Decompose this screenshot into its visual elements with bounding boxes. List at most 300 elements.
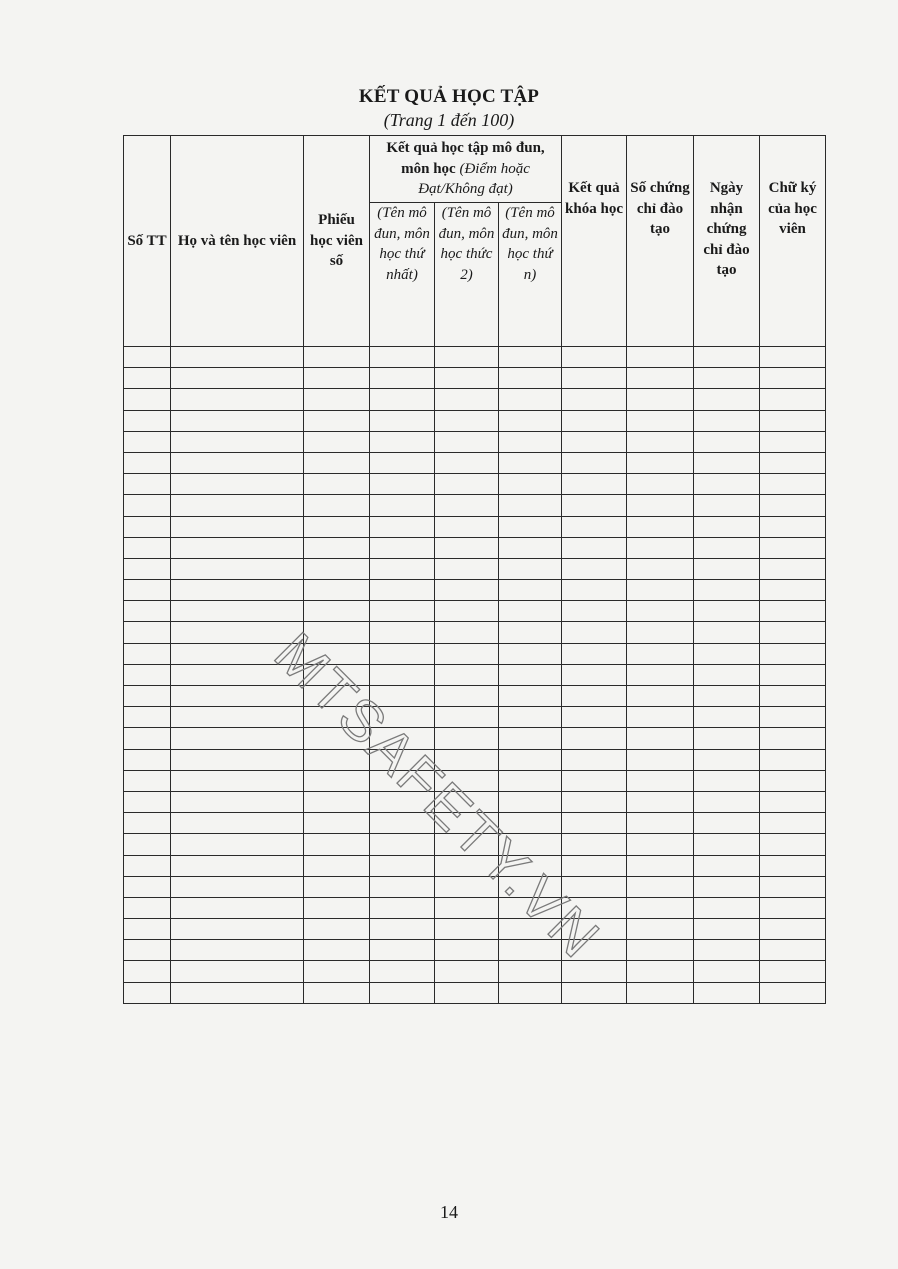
table-cell [171,728,304,749]
table-cell [304,431,370,452]
table-cell [627,664,694,685]
table-cell [627,537,694,558]
table-cell [760,431,826,452]
table-cell [562,897,627,918]
table-cell [370,495,435,516]
table-cell [370,601,435,622]
table-cell [627,622,694,643]
table-cell [760,813,826,834]
table-cell [304,580,370,601]
table-cell [694,940,760,961]
table-cell [562,940,627,961]
table-cell [124,876,171,897]
table-cell [124,347,171,368]
table-cell [499,897,562,918]
table-cell [304,516,370,537]
table-cell [499,834,562,855]
table-cell [370,728,435,749]
table-cell [370,347,435,368]
table-cell [124,452,171,473]
table-cell [124,982,171,1003]
table-cell [562,516,627,537]
table-cell [760,452,826,473]
col-header-module-1: (Tên mô đun, môn học thứ nhất) [370,203,435,347]
table-cell [627,368,694,389]
table-cell [760,558,826,579]
table-cell [124,643,171,664]
table-cell [370,834,435,855]
table-cell [171,919,304,940]
table-cell [562,410,627,431]
table-cell [562,431,627,452]
table-cell [694,982,760,1003]
table-cell [435,834,499,855]
table-cell [760,389,826,410]
table-cell [627,643,694,664]
table-cell [171,474,304,495]
table-cell [435,940,499,961]
table-cell [171,389,304,410]
table-row [124,580,826,601]
table-row [124,834,826,855]
table-cell [694,834,760,855]
table-row [124,919,826,940]
table-cell [627,982,694,1003]
table-cell [760,368,826,389]
table-row [124,686,826,707]
table-cell [760,410,826,431]
table-cell [760,474,826,495]
table-cell [435,368,499,389]
table-cell [304,643,370,664]
page-subtitle: (Trang 1 đến 100) [383,110,515,130]
table-cell [694,791,760,812]
table-cell [627,919,694,940]
table-cell [562,728,627,749]
table-cell [694,580,760,601]
table-cell [171,516,304,537]
table-row [124,897,826,918]
table-cell [370,749,435,770]
table-cell [124,622,171,643]
table-cell [124,813,171,834]
table-cell [562,876,627,897]
col-header-cert-number: Số chứng chỉ đào tạo [627,136,694,347]
table-cell [562,622,627,643]
table-cell [694,897,760,918]
table-cell [171,961,304,982]
table-cell [499,643,562,664]
table-cell [304,347,370,368]
table-cell [694,813,760,834]
table-row [124,770,826,791]
table-cell [562,347,627,368]
table-cell [760,686,826,707]
table-cell [562,474,627,495]
table-cell [124,961,171,982]
table-cell [435,347,499,368]
table-cell [304,770,370,791]
table-cell [304,897,370,918]
table-cell [760,919,826,940]
table-cell [171,410,304,431]
table-cell [694,347,760,368]
table-cell [499,347,562,368]
table-cell [370,813,435,834]
table-cell [435,452,499,473]
table-cell [627,431,694,452]
col-header-results-group [370,136,562,203]
table-cell [499,622,562,643]
table-cell [370,389,435,410]
table-cell [370,897,435,918]
table-cell [694,686,760,707]
table-cell [171,347,304,368]
table-cell [124,728,171,749]
table-cell [435,495,499,516]
table-cell [171,791,304,812]
table-cell [304,452,370,473]
results-group-note: (Điểm hoặc Đạt/Không đạt) [418,160,530,197]
table-row [124,368,826,389]
table-cell [124,664,171,685]
table-cell [171,431,304,452]
table-cell [499,389,562,410]
col-header-module-2: (Tên mô đun, môn học thức 2) [435,203,499,347]
table-cell [627,686,694,707]
table-cell [562,495,627,516]
col-header-module-n: (Tên mô đun, môn học thứ n) [499,203,562,347]
table-cell [124,431,171,452]
table-cell [124,495,171,516]
table-cell [304,834,370,855]
table-cell [435,686,499,707]
table-cell [499,919,562,940]
table-cell [694,474,760,495]
watermark: MTSAFETY.VN [262,620,614,972]
table-cell [304,791,370,812]
table-cell [760,961,826,982]
table-cell [499,368,562,389]
table-cell [760,728,826,749]
table-cell [370,452,435,473]
table-cell [304,728,370,749]
table-cell [124,537,171,558]
table-cell [499,516,562,537]
table-cell [370,876,435,897]
table-cell [627,834,694,855]
table-row [124,876,826,897]
table-row [124,347,826,368]
table-cell [435,707,499,728]
table-cell [435,749,499,770]
table-cell [435,728,499,749]
table-cell [124,834,171,855]
table-row [124,961,826,982]
table-cell [370,643,435,664]
table-cell [760,516,826,537]
table-cell [562,686,627,707]
table-body [124,347,826,1004]
table-cell [760,664,826,685]
table-cell [499,876,562,897]
table-cell [499,982,562,1003]
table-cell [304,686,370,707]
table-cell [627,770,694,791]
table-cell [171,601,304,622]
table-cell [499,855,562,876]
table-cell [171,622,304,643]
table-cell [124,389,171,410]
table-cell [171,495,304,516]
table-cell [370,919,435,940]
table-cell [435,558,499,579]
table-cell [627,791,694,812]
table-cell [627,601,694,622]
table-cell [435,601,499,622]
table-cell [627,452,694,473]
table-row [124,982,826,1003]
table-cell [694,410,760,431]
table-cell [370,474,435,495]
table-cell [499,940,562,961]
table-cell [562,452,627,473]
table-cell [694,558,760,579]
col-header-course-result: Kết quả khóa học [562,136,627,347]
table-cell [171,813,304,834]
table-cell [694,855,760,876]
table-cell [171,558,304,579]
table-cell [124,558,171,579]
col-header-stt: Số TT [124,136,171,347]
table-cell [760,855,826,876]
table-cell [435,982,499,1003]
table-cell [171,855,304,876]
table-cell [304,961,370,982]
table-cell [171,897,304,918]
table-cell [304,813,370,834]
table-cell [370,686,435,707]
table-cell [370,940,435,961]
table-cell [627,728,694,749]
table-cell [627,347,694,368]
table-cell [760,495,826,516]
table-cell [694,431,760,452]
table-cell [304,474,370,495]
page-title: KẾT QUẢ HỌC TẬP [358,86,540,107]
table-cell [435,897,499,918]
table-row [124,791,826,812]
table-cell [627,897,694,918]
table-cell [562,558,627,579]
table-cell [499,452,562,473]
table-cell [304,622,370,643]
table-cell [370,664,435,685]
table-cell [499,601,562,622]
table-cell [562,389,627,410]
table-cell [124,791,171,812]
table-cell [124,919,171,940]
table-cell [435,516,499,537]
table-cell [171,834,304,855]
table-cell [627,410,694,431]
table-cell [435,410,499,431]
table-cell [694,961,760,982]
table-cell [124,770,171,791]
table-row [124,601,826,622]
table-cell [304,749,370,770]
table-cell [499,537,562,558]
table-cell [171,452,304,473]
table-cell [304,919,370,940]
table-row [124,474,826,495]
results-table [123,135,826,1004]
table-cell [171,537,304,558]
table-cell [499,791,562,812]
table-cell [171,643,304,664]
table-cell [304,940,370,961]
table-cell [370,982,435,1003]
table-cell [562,643,627,664]
table-cell [694,643,760,664]
table-cell [627,940,694,961]
table-cell [562,368,627,389]
table-cell [694,770,760,791]
table-cell [124,516,171,537]
table-cell [694,537,760,558]
table-cell [499,770,562,791]
table-cell [760,897,826,918]
table-cell [760,643,826,664]
table-cell [562,707,627,728]
table-cell [499,431,562,452]
table-cell [370,537,435,558]
table-cell [304,537,370,558]
table-cell [304,876,370,897]
table-row [124,940,826,961]
table-cell [627,707,694,728]
table-cell [124,897,171,918]
table-cell [499,686,562,707]
table-cell [124,601,171,622]
table-cell [760,622,826,643]
table-cell [370,516,435,537]
table-cell [760,791,826,812]
table-cell [694,622,760,643]
table-cell [694,389,760,410]
table-cell [435,643,499,664]
table-cell [499,813,562,834]
table-cell [370,580,435,601]
table-cell [435,537,499,558]
table-cell [124,368,171,389]
table-cell [760,580,826,601]
table-cell [370,431,435,452]
table-cell [435,474,499,495]
table-cell [124,707,171,728]
table-cell [171,940,304,961]
table-cell [694,495,760,516]
table-cell [627,495,694,516]
table-cell [627,961,694,982]
table-cell [760,940,826,961]
table-cell [627,855,694,876]
table-cell [562,749,627,770]
table-cell [171,580,304,601]
table-row [124,431,826,452]
table-cell [304,410,370,431]
table-cell [370,961,435,982]
page-number: 14 [440,1202,458,1222]
table-cell [304,855,370,876]
table-cell [694,516,760,537]
table-cell [694,876,760,897]
table-cell [562,855,627,876]
table-cell [499,580,562,601]
table-cell [171,707,304,728]
table-cell [435,813,499,834]
table-row [124,855,826,876]
col-header-cert-date: Ngày nhận chứng chỉ đào tạo [694,136,760,347]
table-cell [435,580,499,601]
table-cell [304,368,370,389]
table-cell [627,749,694,770]
table-cell [370,368,435,389]
table-cell [435,791,499,812]
table-cell [627,813,694,834]
table-cell [304,558,370,579]
table-cell [760,707,826,728]
table-cell [627,580,694,601]
table-cell [694,368,760,389]
table-cell [304,601,370,622]
table-cell [499,495,562,516]
table-cell [627,516,694,537]
table-cell [370,558,435,579]
table-cell [435,622,499,643]
table-row [124,813,826,834]
col-header-ticket: Phiếu học viên số [304,136,370,347]
table-cell [435,664,499,685]
col-header-signature: Chữ ký của học viên [760,136,826,347]
table-cell [760,982,826,1003]
table-cell [627,389,694,410]
table-cell [304,495,370,516]
table-cell [627,474,694,495]
table-cell [694,601,760,622]
table-cell [562,834,627,855]
table-cell [435,770,499,791]
table-cell [171,368,304,389]
table-cell [370,855,435,876]
table-cell [562,791,627,812]
table-cell [562,580,627,601]
table-cell [370,707,435,728]
table-cell [435,389,499,410]
table-cell [562,813,627,834]
table-cell [171,876,304,897]
table-cell [171,749,304,770]
table-cell [304,389,370,410]
table-cell [562,982,627,1003]
table-cell [304,982,370,1003]
table-cell [435,919,499,940]
table-cell [370,770,435,791]
table-cell [435,876,499,897]
table-cell [304,664,370,685]
table-cell [124,580,171,601]
table-cell [694,919,760,940]
